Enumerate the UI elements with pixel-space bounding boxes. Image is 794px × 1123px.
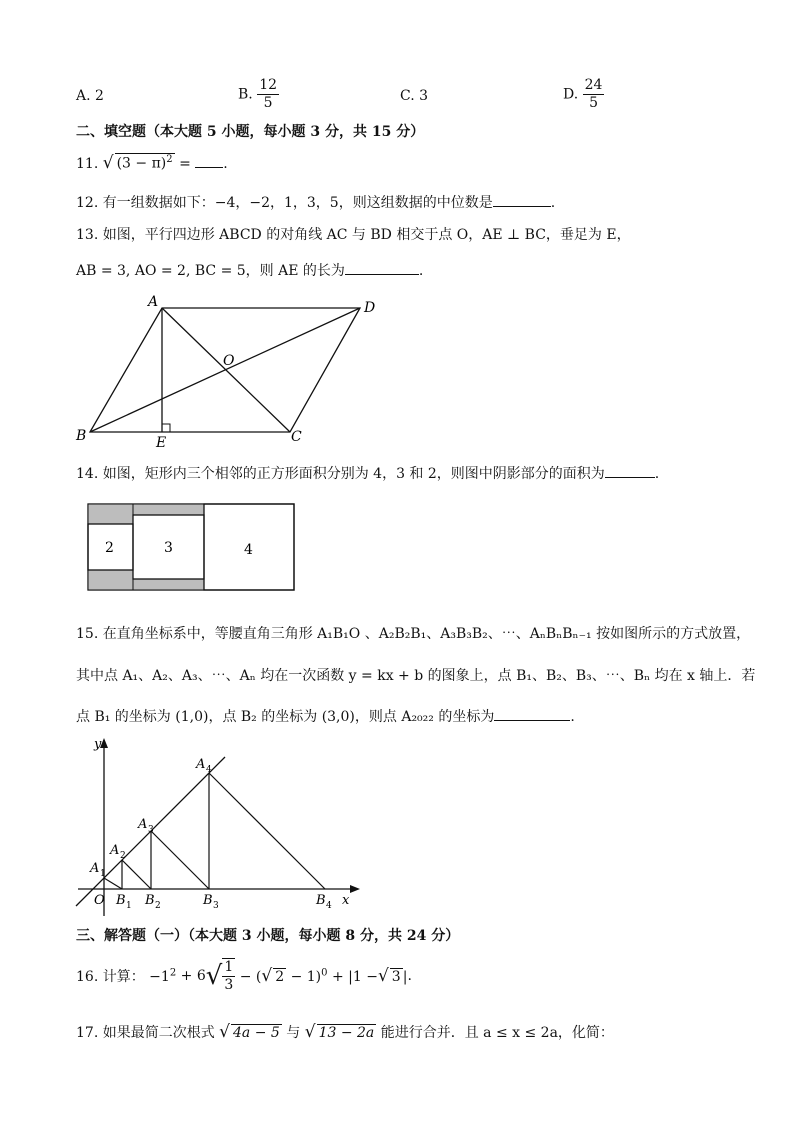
question-15-line3 <box>76 706 575 726</box>
shaded-region-thin-top <box>133 504 204 515</box>
label-b4 <box>315 893 332 911</box>
question-15-line1: 15. 在直角坐标系中，等腰直角三角形 A₁B₁O 、A₂B₂B₁、A₃B₃B₂、⋯、AₙBₙBₙ₋₁ 按如图所示的方式放置， <box>76 626 751 642</box>
svg-text:3: 3 <box>148 825 154 835</box>
svg-text:2: 2 <box>120 851 126 861</box>
q12-end: . <box>550 195 556 211</box>
question-17 <box>76 1022 614 1042</box>
q17-prefix: 17. 如果最简二次根式 <box>76 1025 215 1041</box>
label-4: 4 <box>244 542 253 558</box>
option-d-fraction <box>583 77 605 112</box>
svg-text:B: B <box>116 893 126 908</box>
option-a: A. 2 <box>76 88 104 104</box>
shaded-region-top <box>88 504 133 524</box>
coordinate-figure <box>70 734 370 920</box>
label-3: 3 <box>164 540 173 556</box>
q14-answer-blank[interactable] <box>605 465 655 478</box>
question-14 <box>76 463 659 483</box>
option-b-label: B. <box>238 86 253 103</box>
svg-text:B: B <box>316 893 326 908</box>
label-a1 <box>89 861 106 879</box>
sqrt-symbol: √ <box>102 153 114 173</box>
option-d-label: D. <box>563 86 579 103</box>
triangle-2-hyp <box>122 860 151 889</box>
squares-figure <box>80 496 300 596</box>
q16-term3: − (√ 2 − 1)$^0$ <box>239 966 328 986</box>
q11-number: 11. <box>76 156 99 172</box>
svg-text:1: 1 <box>126 901 132 911</box>
q17-radical-1: 4a − 5 <box>233 1025 280 1041</box>
option-c: C. 3 <box>400 88 429 104</box>
option-d-denominator: 5 <box>589 95 599 111</box>
label-a: A <box>148 294 159 310</box>
svg-text:A: A <box>196 757 206 772</box>
q11-answer-blank[interactable] <box>195 155 223 168</box>
option-d-numerator: 24 <box>584 77 603 93</box>
label-d: D <box>364 300 376 316</box>
q16-fraction <box>222 958 235 994</box>
section2-title: 二、填空题（本大题 5 小题，每小题 3 分，共 15 分） <box>76 124 425 140</box>
q17-suffix: 能进行合并．且 a ≤ x ≤ 2a，化简： <box>380 1025 614 1041</box>
q11-radicand: (3 − π) <box>116 156 167 172</box>
q16-term4: + |1 −√ 3 | <box>331 966 408 986</box>
q12-answer-blank[interactable] <box>493 194 551 207</box>
x-axis-arrow <box>350 885 360 893</box>
label-b2 <box>144 893 161 911</box>
q16-numerator: 1 <box>224 959 234 975</box>
q17-radical-2: 13 − 2a <box>318 1025 375 1041</box>
svg-text:B: B <box>145 893 155 908</box>
q16-denominator: 3 <box>224 977 234 993</box>
label-b1 <box>115 893 132 911</box>
label-a3 <box>137 817 154 835</box>
question-13-line1: 13. 如图，平行四边形 ABCD 的对角线 AC 与 BD 相交于点 O，AE ⊥ BC，垂足为 E， <box>76 227 631 243</box>
label-b3 <box>202 893 219 911</box>
sqrt-symbol: √ <box>304 1022 316 1042</box>
label-e: E <box>156 435 167 450</box>
right-angle-mark <box>162 424 170 432</box>
section3-title: 三、解答题（一）（本大题 3 小题，每小题 8 分，共 24 分） <box>76 928 460 944</box>
q14-end: . <box>654 466 660 482</box>
option-d <box>563 77 604 112</box>
q15-answer-blank[interactable] <box>494 708 570 721</box>
triangle-1-hyp <box>104 878 122 889</box>
q12-text: 12. 有一组数据如下：−4，−2，1，3，5，则这组数据的中位数是 <box>76 195 493 211</box>
svg-text:A: A <box>138 817 148 832</box>
question-13-line2 <box>76 260 423 280</box>
triangle-4-hyp <box>209 773 325 889</box>
label-a2 <box>109 843 126 861</box>
svg-text:4: 4 <box>206 765 212 775</box>
label-a4 <box>195 757 212 775</box>
svg-text:A: A <box>110 843 120 858</box>
option-b-denominator: 5 <box>263 95 273 111</box>
diagonal-bd <box>90 308 360 432</box>
option-b <box>238 77 279 112</box>
q13-line2-text: AB = 3, AO = 2, BC = 5，则 AE 的长为 <box>76 263 345 279</box>
option-b-numerator: 12 <box>259 77 278 93</box>
svg-text:4: 4 <box>326 901 332 911</box>
q16-prefix: 16. 计算： <box>76 969 145 985</box>
sqrt-symbol: √ <box>219 1022 231 1042</box>
svg-text:1: 1 <box>100 869 106 879</box>
q13-end: . <box>418 263 424 279</box>
q11-end: . <box>223 156 228 172</box>
svg-text:B: B <box>203 893 213 908</box>
option-b-fraction <box>257 77 279 112</box>
q11-radicand-box <box>115 153 175 172</box>
q16-term1: $-1^2$ <box>149 967 177 985</box>
label-x: x <box>342 893 350 908</box>
question-15-line2: 其中点 A₁、A₂、A₃、⋯、Aₙ 均在一次函数 y = kx + b 的图象上，点 B₁、B₂、B₃、⋯、Bₙ 均在 x 轴上．若 <box>76 668 756 684</box>
label-origin: O <box>94 893 105 908</box>
label-2: 2 <box>105 540 114 556</box>
svg-text:3: 3 <box>213 901 219 911</box>
q11-equals: = <box>179 156 191 172</box>
question-16 <box>76 958 412 994</box>
label-b: B <box>76 428 87 444</box>
q11-exponent: 2 <box>166 154 173 166</box>
shaded-region-bottom <box>88 570 133 590</box>
svg-text:2: 2 <box>155 901 161 911</box>
svg-text:A: A <box>90 861 100 876</box>
shaded-region-thin-bottom <box>133 579 204 590</box>
triangle-3-hyp <box>151 831 209 889</box>
q13-answer-blank[interactable] <box>345 262 419 275</box>
q17-mid: 与 <box>286 1025 301 1041</box>
label-c: C <box>291 429 302 445</box>
q16-end: . <box>407 968 412 984</box>
label-o: O <box>223 353 235 369</box>
q16-term2: + 6 <box>180 968 206 984</box>
label-y: y <box>94 737 102 752</box>
sqrt-symbol: √ <box>205 961 223 991</box>
q15-line3-text: 点 B₁ 的坐标为 (1,0)，点 B₂ 的坐标为 (3,0)，则点 A₂₀₂₂ 的坐标为 <box>76 709 495 725</box>
question-12 <box>76 192 555 212</box>
q14-text: 14. 如图，矩形内三个相邻的正方形面积分别为 4，3 和 2，则图中阴影部分的面积为 <box>76 466 605 482</box>
question-11 <box>76 153 228 173</box>
q15-end: . <box>570 709 575 725</box>
parallelogram-figure <box>70 290 390 450</box>
